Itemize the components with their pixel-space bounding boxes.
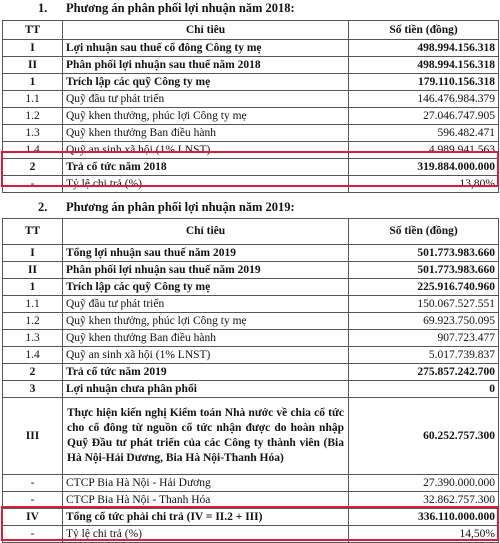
table-row [3, 313, 499, 330]
row-value: 5.017.739.837 [349, 347, 499, 364]
row-value: 501.773.983.660 [349, 245, 499, 262]
row-value: 275.857.242.700 [349, 364, 499, 381]
row-label: Trả cổ tức năm 2019 [63, 364, 349, 381]
row-value: 498.994.156.318 [349, 57, 499, 74]
table-row [3, 91, 499, 108]
row-label: Trích lập các quỹ Công ty mẹ [63, 279, 349, 296]
row-label: Quỹ an sinh xã hội (1% LNST) [63, 142, 349, 159]
table-row [3, 142, 499, 159]
table-row [3, 296, 499, 313]
row-label: Quỹ khen thưởng, phúc lợi Công ty mẹ [63, 108, 349, 125]
section-1-title-text: Phương án phân phối lợi nhuận năm 2018: [66, 1, 295, 15]
row-tt: 1.4 [3, 142, 63, 159]
row-tt: 1 [3, 279, 63, 296]
table-row [3, 364, 499, 381]
row-tt: 1 [3, 74, 63, 91]
table-row [3, 176, 499, 193]
row-tt: I [3, 245, 63, 262]
row-value: 13,80% [349, 176, 499, 193]
row-tt: IV [3, 509, 63, 526]
table-row [3, 475, 499, 492]
row-tt: 3 [3, 381, 63, 398]
header-chi-tieu: Chỉ tiêu [63, 21, 349, 40]
row-label: Tổng lợi nhuận sau thuế năm 2019 [63, 245, 349, 262]
row-value: 498.994.156.318 [349, 40, 499, 57]
row-label: CTCP Bia Hà Nội - Hải Dương [63, 475, 349, 492]
row-value: 14,50% [349, 526, 499, 543]
row-tt: II [3, 57, 63, 74]
row-tt: - [3, 492, 63, 509]
row-value: 146.476.984.379 [349, 91, 499, 108]
row-value: 27.046.747.905 [349, 108, 499, 125]
table-row [3, 125, 499, 142]
row-tt: 1.1 [3, 91, 63, 108]
row-tt: 1.2 [3, 108, 63, 125]
row-label: CTCP Bia Hà Nội - Thanh Hóa [63, 492, 349, 509]
section-2-title-text: Phương án phân phối lợi nhuận năm 2019: [66, 200, 295, 214]
row-label: Thực hiện kiến nghị Kiểm toán Nhà nước về chia cổ tức cho cổ đông từ nguồn cổ tức nhận được do hoàn nhập Quỹ Đầu tư phát triển của các Công ty thành viên (Bia Hà Nội-Hải Dương, Bia Hà Nội-Thanh Hóa) [63, 398, 349, 475]
row-value: 0 [349, 381, 499, 398]
row-tt: 1.2 [3, 313, 63, 330]
section-2-title [38, 200, 295, 215]
row-label: Trả cổ tức năm 2018 [63, 159, 349, 176]
row-label: Quỹ khen thưởng Ban điều hành [63, 125, 349, 142]
row-value: 32.862.757.300 [349, 492, 499, 509]
row-label: Phân phối lợi nhuận sau thuế năm 2018 [63, 57, 349, 74]
row-tt: 2 [3, 159, 63, 176]
row-label: Tỷ lệ chi trả (%) [63, 526, 349, 543]
profit-distribution-2019-table [2, 218, 499, 543]
row-label: Trích lập các quỹ Công ty mẹ [63, 74, 349, 91]
row-value: 907.723.477 [349, 330, 499, 347]
table-row [3, 108, 499, 125]
row-tt: 1.1 [3, 296, 63, 313]
header-so-tien: Số tiền (đồng) [349, 21, 499, 40]
table-row [3, 159, 499, 176]
row-label: Quỹ an sinh xã hội (1% LNST) [63, 347, 349, 364]
row-tt: 1.3 [3, 330, 63, 347]
table-row [3, 57, 499, 74]
row-label: Lợi nhuận chưa phân phối [63, 381, 349, 398]
row-tt: III [3, 398, 63, 475]
row-label: Phân phối lợi nhuận sau thuế năm 2019 [63, 262, 349, 279]
row-value: 150.067.527.551 [349, 296, 499, 313]
table-row [3, 509, 499, 526]
row-tt: - [3, 526, 63, 543]
row-label: Quỹ đầu tư phát triển [63, 296, 349, 313]
row-tt: - [3, 176, 63, 193]
row-value: 501.773.983.660 [349, 262, 499, 279]
row-value: 27.390.000.000 [349, 475, 499, 492]
table-row [3, 381, 499, 398]
row-label: Tỷ lệ chi trả (%) [63, 176, 349, 193]
row-tt: II [3, 262, 63, 279]
table-row [3, 40, 499, 57]
table-row [3, 245, 499, 262]
row-tt: - [3, 475, 63, 492]
table-row [3, 279, 499, 296]
section-2-number: 2. [38, 200, 48, 214]
row-value: 60.252.757.300 [349, 398, 499, 475]
header-tt: TT [3, 219, 63, 245]
row-label: Quỹ khen thưởng, phúc lợi Công ty mẹ [63, 313, 349, 330]
profit-distribution-2018-table [2, 20, 499, 193]
section-1-number: 1. [38, 1, 48, 15]
table-row [3, 74, 499, 91]
row-value: 4.989.941.563 [349, 142, 499, 159]
row-label: Quỹ khen thưởng Ban điều hành [63, 330, 349, 347]
row-tt: 2 [3, 364, 63, 381]
table-row [3, 330, 499, 347]
header-chi-tieu: Chỉ tiêu [63, 219, 349, 245]
row-tt: I [3, 40, 63, 57]
row-value: 225.916.740.960 [349, 279, 499, 296]
table-row [3, 492, 499, 509]
section-1-title [38, 1, 295, 16]
header-tt: TT [3, 21, 63, 40]
row-label: Lợi nhuận sau thuế cổ đông Công ty mẹ [63, 40, 349, 57]
table-row [3, 526, 499, 543]
row-label: Tổng cổ tức phải chi trả (IV = II.2 + III) [63, 509, 349, 526]
row-tt: 1.4 [3, 347, 63, 364]
header-so-tien: Số tiền (đồng) [349, 219, 499, 245]
table-row [3, 347, 499, 364]
row-value: 179.110.156.318 [349, 74, 499, 91]
row-value: 336.110.000.000 [349, 509, 499, 526]
row-tt: 1.3 [3, 125, 63, 142]
row-value: 596.482.471 [349, 125, 499, 142]
row-value: 69.923.750.095 [349, 313, 499, 330]
table-row [3, 262, 499, 279]
table-row [3, 398, 499, 475]
row-value: 319.884.000.000 [349, 159, 499, 176]
row-label: Quỹ đầu tư phát triển [63, 91, 349, 108]
